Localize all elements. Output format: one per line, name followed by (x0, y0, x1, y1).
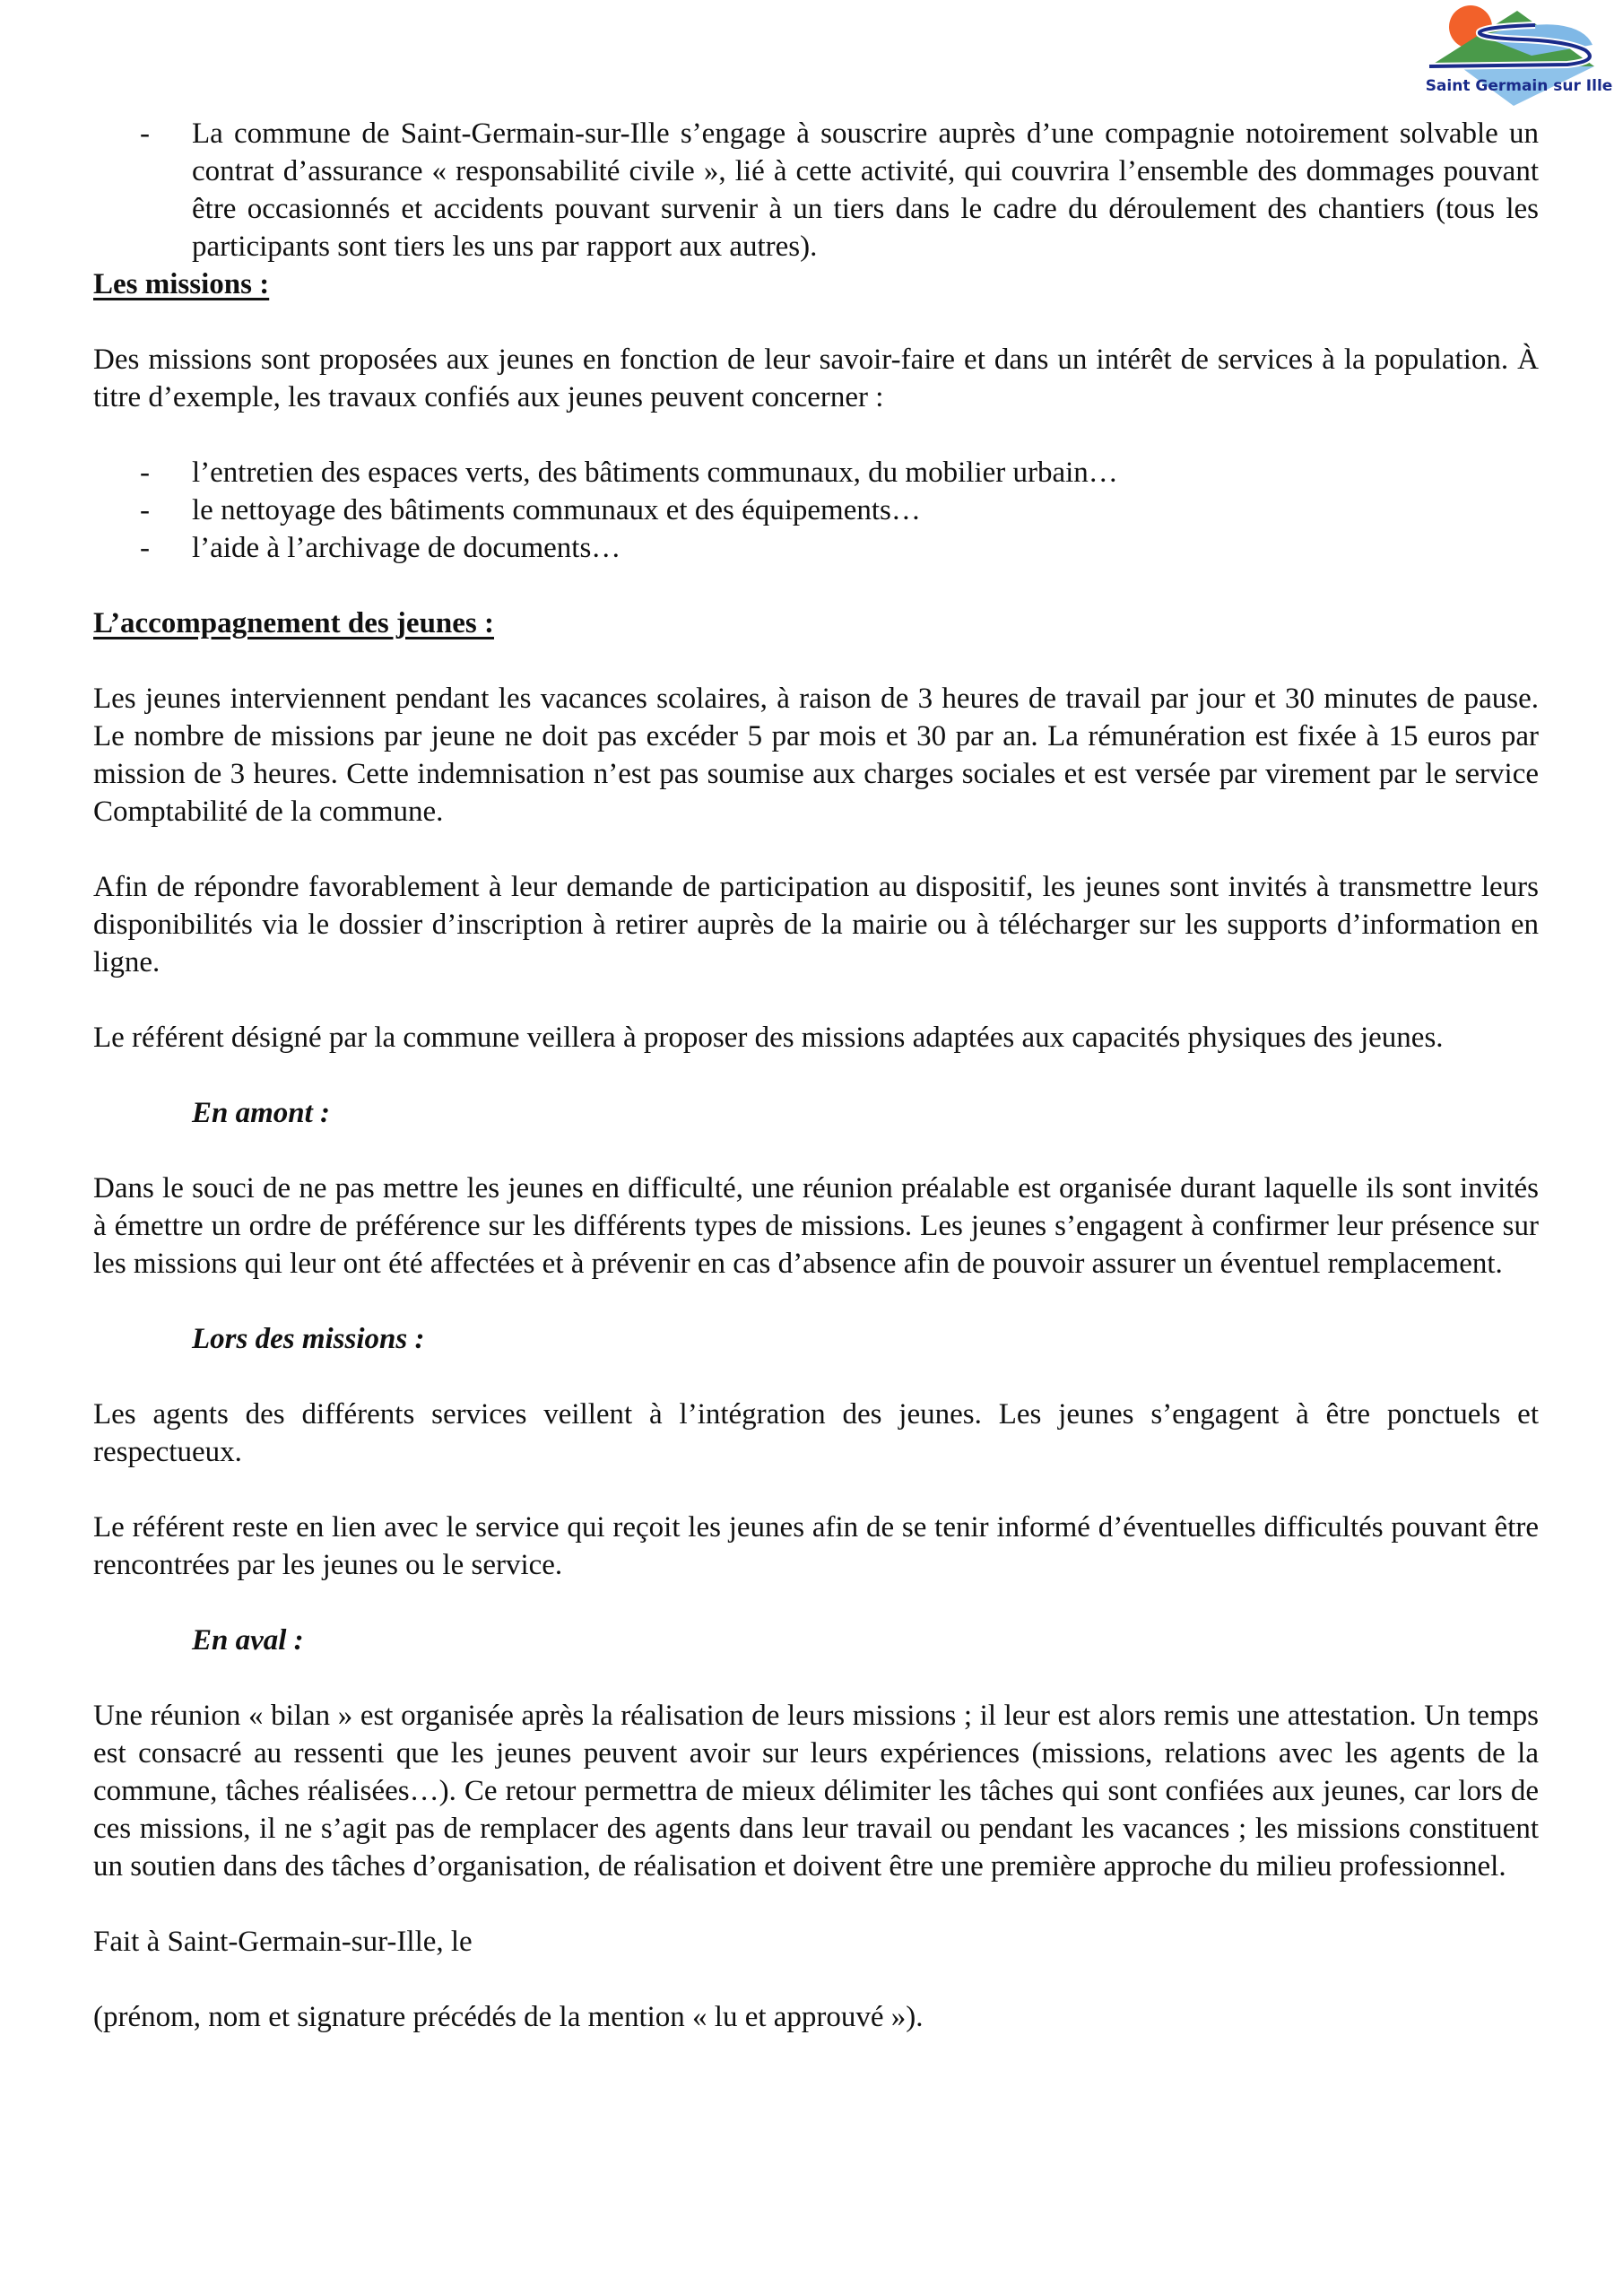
signature-mention: (prénom, nom et signature précédés de la mention « lu et approuvé »). (93, 2001, 924, 2033)
en-aval-heading: En aval : (192, 1624, 304, 1657)
insurance-bullet-list (93, 115, 1539, 265)
dash-bullet: - (140, 494, 150, 526)
missions-list (93, 454, 1539, 567)
accompagnement-heading: L’accompagnement des jeunes : (93, 607, 494, 639)
mission-item-text: l’aide à l’archivage de documents… (192, 532, 621, 564)
mission-item-text: l’entretien des espaces verts, des bâtiments communaux, du mobilier urbain… (192, 457, 1118, 489)
insurance-text: La commune de Saint-Germain-sur-Ille s’engage à souscrire auprès d’une compagnie notoirement solvable un contrat d’assurance « responsabilité civile », lié à cette activité, qui couvrira l’ensemble des dommages pouvant être occasionnés et accidents pouvant survenir à un tiers dans le cadre du déroulement des chantiers (tous les participants sont tiers les uns par rapport aux autres). (192, 117, 1539, 263)
signature-place-date: Fait à Saint-Germain-sur-Ille, le (93, 1926, 473, 1958)
mission-item (93, 529, 1539, 567)
dash-bullet: - (140, 117, 150, 150)
dash-bullet: - (140, 532, 150, 564)
lors-des-missions-paragraph: Le référent reste en lien avec le service qui reçoit les jeunes afin de se tenir informé d’éventuelles difficultés pouvant être rencontrées par les jeunes ou le service. (93, 1511, 1539, 1581)
mission-item (93, 491, 1539, 529)
missions-intro: Des missions sont proposées aux jeunes en fonction de leur savoir-faire et dans un intérêt de services à la population. À titre d’exemple, les travaux confiés aux jeunes peuvent concerner : (93, 344, 1539, 413)
missions-heading: Les missions : (93, 268, 270, 300)
saint-germain-logo-icon (1424, 2, 1614, 108)
commune-logo (1424, 2, 1614, 108)
en-amont-paragraph: Dans le souci de ne pas mettre les jeunes en difficulté, une réunion préalable est organisée durant laquelle ils sont invités à émettre un ordre de préférence sur les différents types de missions. Les jeunes s’engagent à confirmer leur présence sur les missions qui leur ont été affectées et à prévenir en cas d’absence afin de pouvoir assurer un éventuel remplacement. (93, 1172, 1539, 1280)
dash-bullet: - (140, 457, 150, 489)
accompagnement-paragraph: Afin de répondre favorablement à leur demande de participation au dispositif, les jeunes sont invités à transmettre leurs disponibilités via le dossier d’inscription à retirer auprès de la mairie ou à télécharger sur les supports d’information en ligne. (93, 871, 1539, 978)
lors-des-missions-paragraph: Les agents des différents services veillent à l’intégration des jeunes. Les jeunes s’engagent à être ponctuels et respectueux. (93, 1398, 1539, 1468)
mission-item (93, 454, 1539, 491)
accompagnement-paragraph: Les jeunes interviennent pendant les vacances scolaires, à raison de 3 heures de travail par jour et 30 minutes de pause. Le nombre de missions par jeune ne doit pas excéder 5 par mois et 30 par an. La rémunération est fixée à 15 euros par mission de 3 heures. Cette indemnisation n’est pas soumise aux charges sociales et est versée par virement par le service Comptabilité de la commune. (93, 683, 1539, 828)
mission-item-text: le nettoyage des bâtiments communaux et des équipements… (192, 494, 921, 526)
accompagnement-paragraph: Le référent désigné par la commune veillera à proposer des missions adaptées aux capacités physiques des jeunes. (93, 1022, 1444, 1054)
document-page (93, 115, 1539, 2036)
svg-text:Saint Germain sur Ille: Saint Germain sur Ille (1425, 77, 1613, 95)
lors-des-missions-heading: Lors des missions : (192, 1323, 425, 1355)
en-aval-paragraph: Une réunion « bilan » est organisée après la réalisation de leurs missions ; il leur est alors remis une attestation. Un temps est consacré au ressenti que les jeunes peuvent avoir sur leurs expériences (missions, relations avec les agents de la commune, tâches réalisées…). Ce retour permettra de mieux délimiter les tâches qui sont confiées aux jeunes, car lors de ces missions, il ne s’agit pas de remplacer des agents dans leur travail ou pendant les vacances ; les missions constituent un soutien dans des tâches d’organisation, de réalisation et doivent être une première approche du milieu professionnel. (93, 1700, 1539, 1883)
insurance-bullet (93, 115, 1539, 265)
en-amont-heading: En amont : (192, 1097, 331, 1129)
